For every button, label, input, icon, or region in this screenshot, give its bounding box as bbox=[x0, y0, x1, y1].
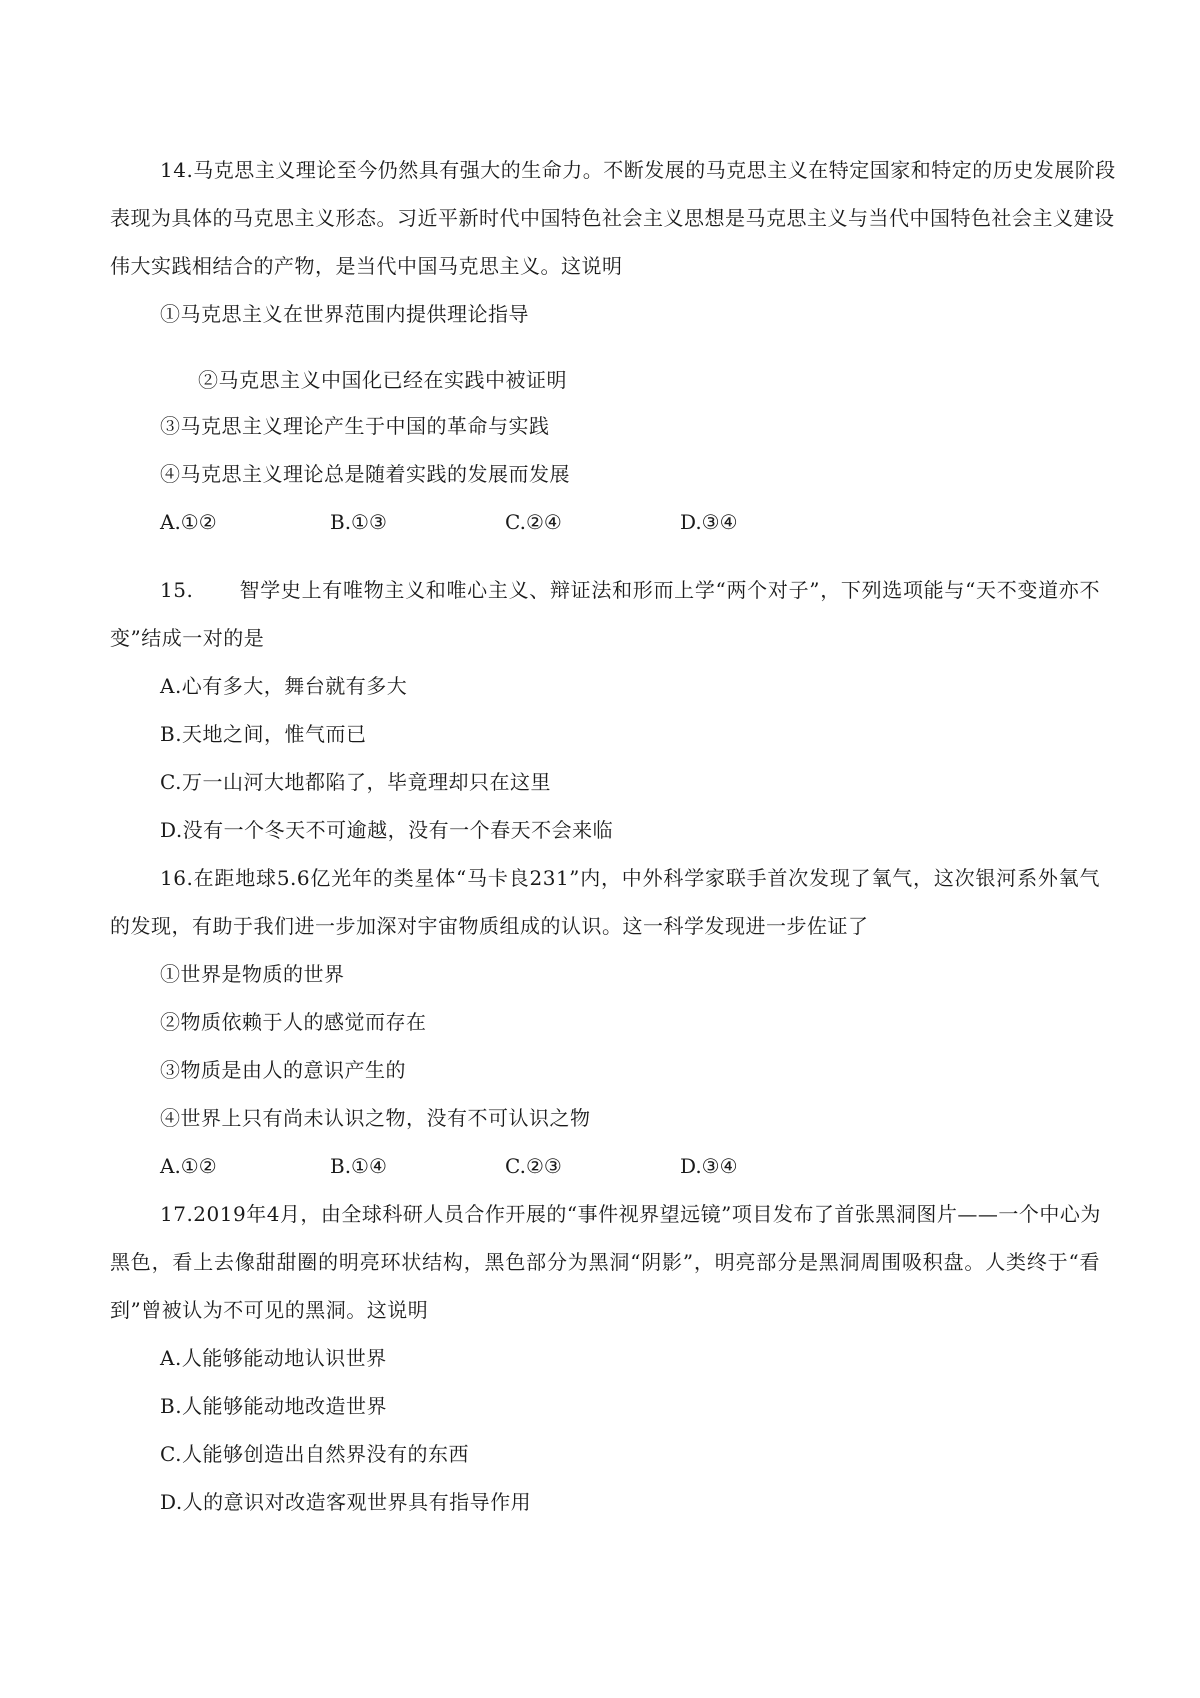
q16-statement-3: ③物质是由人的意识产生的 bbox=[160, 1058, 406, 1082]
q14-option-b: B.①③ bbox=[330, 510, 387, 534]
q15-option-d: D.没有一个冬天不可逾越，没有一个春天不会来临 bbox=[160, 818, 614, 842]
q15-number: 15. bbox=[160, 578, 194, 602]
q16-option-b: B.①④ bbox=[330, 1154, 387, 1178]
q16-statement-1: ①世界是物质的世界 bbox=[160, 962, 345, 986]
q15-stem-line-2: 变”结成一对的是 bbox=[110, 626, 265, 650]
q17-option-a: A.人能够能动地认识世界 bbox=[160, 1346, 387, 1370]
q14-stem-line-2: 表现为具体的马克思主义形态。习近平新时代中国特色社会主义思想是马克思主义与当代中国特色社会主义建设 bbox=[110, 206, 1115, 230]
q16-option-a: A.①② bbox=[160, 1154, 217, 1178]
q14-option-c: C.②④ bbox=[505, 510, 562, 534]
q16-statement-4: ④世界上只有尚未认识之物，没有不可认识之物 bbox=[160, 1106, 591, 1130]
q14-stem-line-3: 伟大实践相结合的产物，是当代中国马克思主义。这说明 bbox=[110, 254, 623, 278]
q16-stem-line-1: 16.在距地球5.6亿光年的类星体“马卡良231”内，中外科学家联手首次发现了氧气，这次银河系外氧气 bbox=[160, 866, 1100, 890]
q16-stem-line-2: 的发现，有助于我们进一步加深对宇宙物质组成的认识。这一科学发现进一步佐证了 bbox=[110, 914, 869, 938]
q17-stem-line-1: 17.2019年4月，由全球科研人员合作开展的“事件视界望远镜”项目发布了首张黑洞图片——一个中心为 bbox=[160, 1202, 1101, 1226]
q17-option-b: B.人能够能动地改造世界 bbox=[160, 1394, 388, 1418]
q15-option-a: A.心有多大，舞台就有多大 bbox=[160, 674, 408, 698]
q14-option-a: A.①② bbox=[160, 510, 217, 534]
q16-option-c: C.②③ bbox=[505, 1154, 562, 1178]
q14-option-d: D.③④ bbox=[680, 510, 738, 534]
q15-stem-line-1 bbox=[160, 576, 1100, 604]
q17-option-d: D.人的意识对改造客观世界具有指导作用 bbox=[160, 1490, 532, 1514]
q17-stem-line-3: 到”曾被认为不可见的黑洞。这说明 bbox=[110, 1298, 429, 1322]
q14-statement-1: ①马克思主义在世界范围内提供理论指导 bbox=[160, 302, 529, 326]
q15-option-b: B.天地之间，惟气而已 bbox=[160, 722, 367, 746]
q14-stem-line-1: 14.马克思主义理论至今仍然具有强大的生命力。不断发展的马克思主义在特定国家和特定的历史发展阶段 bbox=[160, 158, 1116, 182]
q16-option-d: D.③④ bbox=[680, 1154, 738, 1178]
q14-statement-4: ④马克思主义理论总是随着实践的发展而发展 bbox=[160, 462, 570, 486]
q17-option-c: C.人能够创造出自然界没有的东西 bbox=[160, 1442, 469, 1466]
q15-option-c: C.万一山河大地都陷了，毕竟理却只在这里 bbox=[160, 770, 551, 794]
q15-stem-text: 智学史上有唯物主义和唯心主义、辩证法和形而上学“两个对子”，下列选项能与“天不变道亦不 bbox=[239, 578, 1100, 602]
q14-statement-3: ③马克思主义理论产生于中国的革命与实践 bbox=[160, 414, 550, 438]
q17-stem-line-2: 黑色，看上去像甜甜圈的明亮环状结构，黑色部分为黑洞“阴影”，明亮部分是黑洞周围吸积盘。人类终于“看 bbox=[110, 1250, 1100, 1274]
q16-statement-2: ②物质依赖于人的感觉而存在 bbox=[160, 1010, 427, 1034]
q14-statement-2: ②马克思主义中国化已经在实践中被证明 bbox=[198, 368, 567, 392]
